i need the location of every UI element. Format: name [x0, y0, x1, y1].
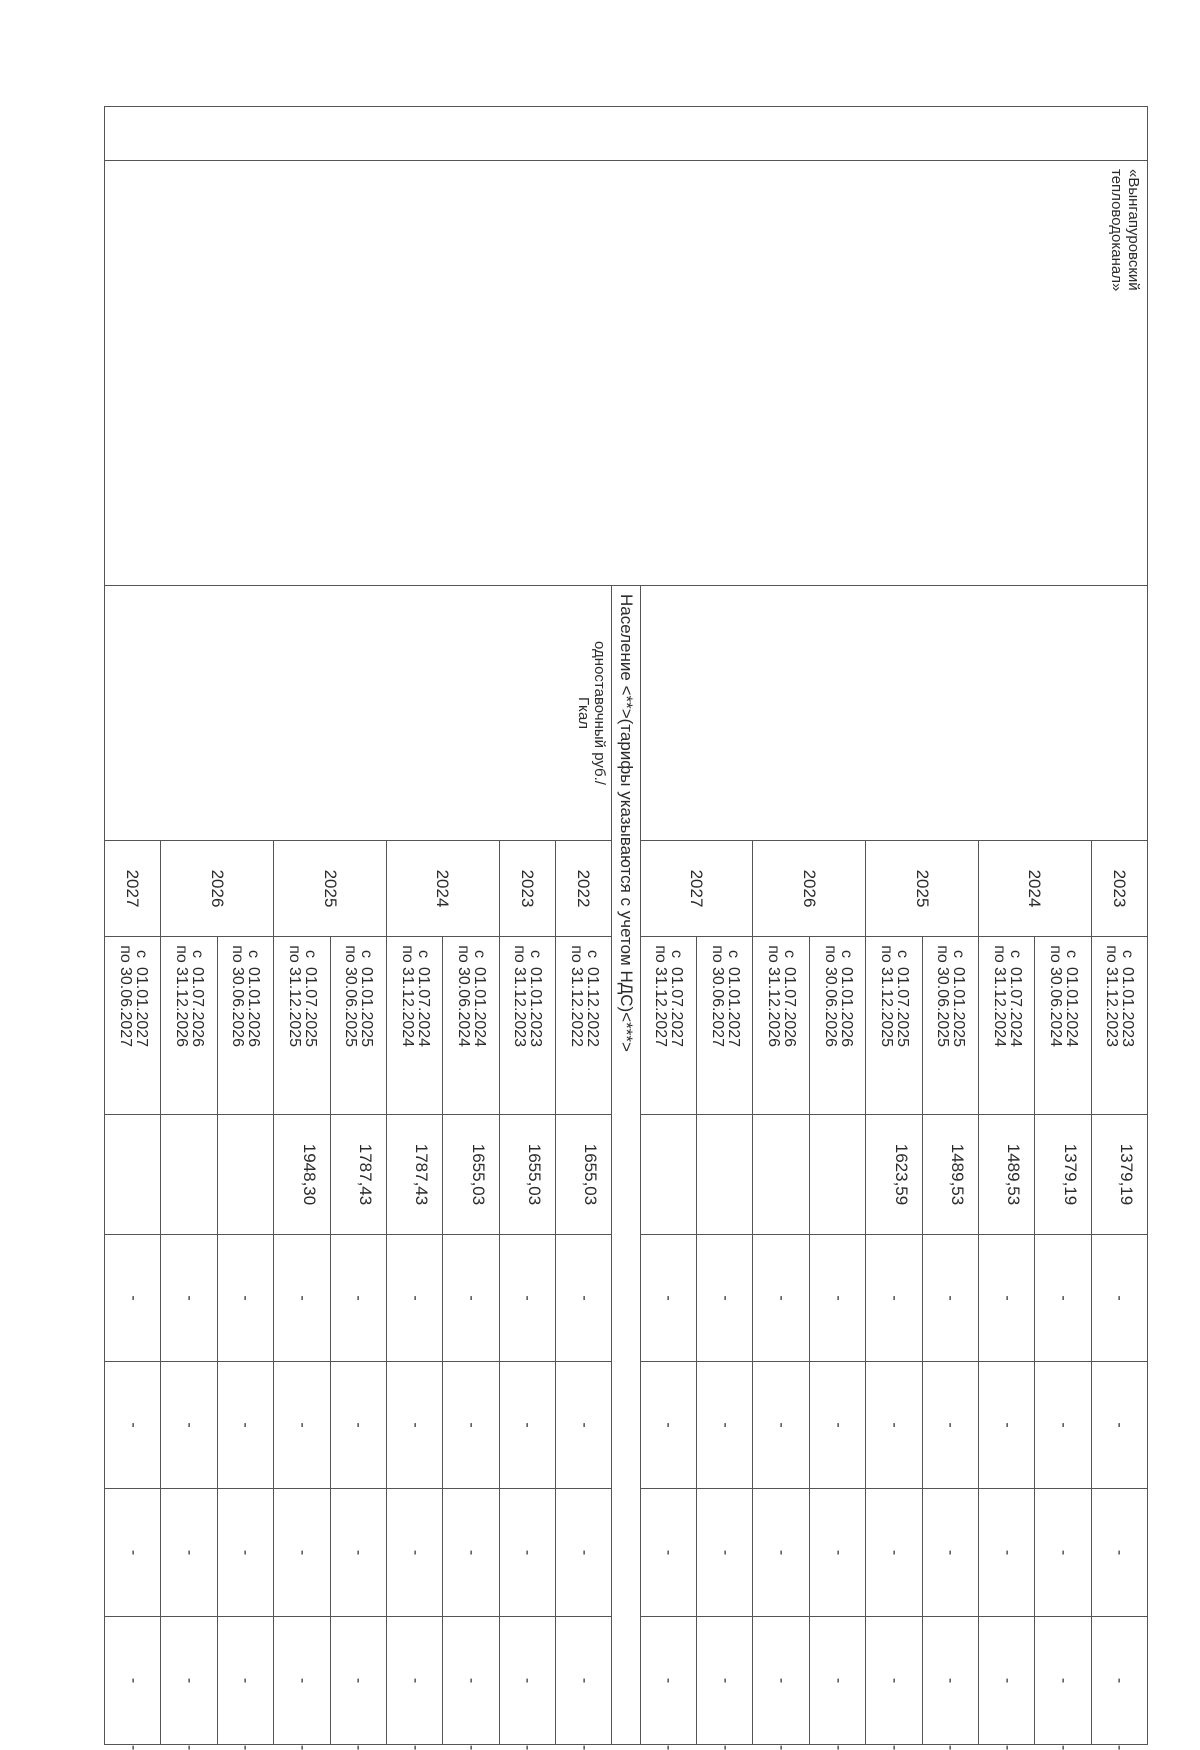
period-to-date: 31.12.2025	[285, 967, 303, 1048]
period-to-date: 31.12.2024	[398, 967, 416, 1048]
period-to-date: 31.12.2023	[1103, 967, 1121, 1048]
period-from-prefix: с	[1119, 950, 1137, 958]
period-to	[822, 941, 838, 1114]
period-cell	[640, 937, 696, 1115]
period-from-prefix: с	[837, 950, 855, 958]
period-to	[229, 941, 245, 1114]
dash-cell: -	[866, 1617, 922, 1745]
period-from-prefix: с	[358, 950, 376, 958]
period-from-prefix: с	[245, 950, 263, 958]
tariff-value-cell	[697, 1115, 753, 1235]
period-from	[1119, 941, 1135, 1114]
table-row: «Вынгапуровский тепловодоканал» 2023 с01.01.2023 по31.12.2023 1379,19 - - - - -	[1091, 107, 1147, 1745]
period-from-prefix: с	[893, 950, 911, 958]
dash-cell: -	[922, 1617, 978, 1745]
period-cell	[1091, 937, 1147, 1115]
period-from-prefix: с	[1062, 950, 1080, 958]
period-cell	[555, 937, 611, 1115]
period-cell	[161, 937, 217, 1115]
dash-cell: -	[866, 1489, 922, 1617]
period-from	[838, 941, 854, 1114]
tariff-table	[104, 106, 1148, 1750]
period-cell	[386, 937, 442, 1115]
period-from	[781, 941, 797, 1114]
tariff-value-cell: 1623,59	[866, 1115, 922, 1235]
dash-cell: -	[386, 1235, 442, 1362]
period-from	[527, 941, 543, 1114]
period-from	[245, 941, 261, 1114]
period-to-prefix: по	[567, 945, 585, 963]
tariff-value-cell: 1379,19	[1035, 1115, 1091, 1235]
period-from	[894, 941, 910, 1114]
table-row: с01.07.2026 по31.12.2026 - - - - -	[161, 107, 217, 1745]
period-cell	[922, 937, 978, 1115]
period-from	[189, 941, 205, 1114]
dash-cell: -	[330, 1235, 386, 1362]
table-row: с01.07.2025 по31.12.2025 1623,59 - - - - -	[866, 107, 922, 1745]
tariff-value-cell	[217, 1115, 273, 1235]
period-from-date: 01.01.2023	[527, 967, 545, 1048]
period-to	[1103, 941, 1119, 1114]
period-to-prefix: по	[1046, 945, 1064, 963]
dash-cell: -	[274, 1235, 330, 1362]
dash-cell: -	[274, 1617, 330, 1745]
period-to	[568, 941, 584, 1114]
period-to	[934, 941, 950, 1114]
dash-cell: -	[1035, 1617, 1091, 1745]
blank-column-cell	[105, 107, 1148, 161]
table-row: с01.07.2025 по31.12.2025 1948,30 - - - - -	[274, 107, 330, 1745]
table-row: с01.07.2024 по31.12.2024 1489,53 - - - - -	[978, 107, 1034, 1745]
period-from-date: 01.07.2025	[301, 967, 319, 1048]
period-to	[878, 941, 894, 1114]
period-to-prefix: по	[652, 945, 670, 963]
dash-cell: -	[105, 1617, 161, 1745]
period-from-date: 01.01.2027	[132, 967, 150, 1048]
period-from-date: 01.07.2027	[668, 967, 686, 1048]
period-to-date: 31.12.2024	[990, 967, 1008, 1048]
period-to-prefix: по	[116, 945, 134, 963]
period-from-prefix: с	[527, 950, 545, 958]
dash-cell: -	[105, 1235, 161, 1362]
period-to-date: 31.12.2026	[173, 967, 191, 1048]
dash-cell: -	[640, 1235, 696, 1362]
tariff-value-cell: 1655,03	[499, 1115, 555, 1235]
table-row: 2024 с01.01.2024 по30.06.2024 1655,03 - - - - -	[443, 107, 499, 1745]
dash-cell: -	[499, 1235, 555, 1362]
period-cell	[1035, 937, 1091, 1115]
period-from	[471, 941, 487, 1114]
dash-cell: -	[697, 1489, 753, 1617]
period-to	[286, 941, 302, 1114]
dash-cell: -	[866, 1235, 922, 1362]
period-to-date: 30.06.2026	[821, 967, 839, 1048]
period-from-prefix: с	[950, 950, 968, 958]
dash-cell: -	[978, 1235, 1034, 1362]
period-from	[1063, 941, 1079, 1114]
period-to	[765, 941, 781, 1114]
dash-cell: -	[217, 1235, 273, 1362]
period-from-prefix: с	[132, 950, 150, 958]
year-cell: 2024	[978, 841, 1091, 937]
dash-cell: -	[640, 1489, 696, 1617]
dash-cell: -	[443, 1235, 499, 1362]
period-to-prefix: по	[511, 945, 529, 963]
table-row: с01.07.2026 по31.12.2026 - - - - -	[753, 107, 809, 1745]
period-to	[173, 941, 189, 1114]
dash-cell: -	[809, 1362, 865, 1489]
dash-cell: -	[161, 1489, 217, 1617]
organization-cell	[105, 161, 1148, 586]
period-from-date: 01.07.2024	[1006, 967, 1024, 1048]
period-from-date: 01.01.2023	[1119, 967, 1137, 1048]
period-from-date: 01.07.2026	[781, 967, 799, 1048]
period-from-date: 01.12.2022	[583, 967, 601, 1048]
period-to-prefix: по	[229, 945, 247, 963]
period-to-date: 30.06.2027	[116, 967, 134, 1048]
dash-cell: -	[443, 1617, 499, 1745]
tariff-value-cell: 1655,03	[555, 1115, 611, 1235]
dash-cell: -	[809, 1489, 865, 1617]
table-row: 2026 с01.01.2026 по30.06.2026 - - - - -	[809, 107, 865, 1745]
period-from	[1007, 941, 1023, 1114]
period-cell	[443, 937, 499, 1115]
table-row: 2023 с01.01.2023 по31.12.2023 1655,03 - - - - -	[499, 107, 555, 1745]
period-from-date: 01.01.2025	[358, 967, 376, 1048]
period-from-prefix: с	[414, 950, 432, 958]
dash-cell: -	[386, 1489, 442, 1617]
period-from-date: 01.07.2026	[189, 967, 207, 1048]
dash-cell: -	[274, 1489, 330, 1617]
period-to-prefix: по	[765, 945, 783, 963]
tariff-value-cell: 1489,53	[978, 1115, 1034, 1235]
dash-cell: -	[978, 1617, 1034, 1745]
dash-cell: -	[1091, 1235, 1147, 1362]
dash-cell: -	[443, 1489, 499, 1617]
period-to	[342, 941, 358, 1114]
period-from-prefix: с	[668, 950, 686, 958]
period-from	[415, 941, 431, 1114]
period-from-prefix: с	[781, 950, 799, 958]
period-to-date: 31.12.2027	[652, 967, 670, 1048]
section-header: Население <**>(тарифы указываются с учетом НДС)<***>	[612, 586, 640, 1745]
tariff-unit-cell	[105, 586, 612, 841]
period-to-prefix: по	[990, 945, 1008, 963]
tariff-unit-label: одноставочный руб./Гкал	[574, 641, 609, 785]
tariff-value-cell: 1948,30	[274, 1115, 330, 1235]
dash-cell: -	[386, 1362, 442, 1489]
period-to-date: 30.06.2027	[708, 967, 726, 1048]
period-from-date: 01.01.2024	[470, 967, 488, 1048]
table-row: 2025 с01.01.2025 по30.06.2025 1787,43 - - - - -	[330, 107, 386, 1745]
period-from	[950, 941, 966, 1114]
dash-cell: -	[1035, 1362, 1091, 1489]
table-row: с01.07.2024 по31.12.2024 1787,43 - - - - -	[386, 107, 442, 1745]
dash-cell: -	[217, 1362, 273, 1489]
dash-cell: -	[978, 1489, 1034, 1617]
dash-cell: -	[753, 1617, 809, 1745]
dash-cell: -	[866, 1362, 922, 1489]
period-to-date: 30.06.2024	[454, 967, 472, 1048]
tariff-value-cell	[161, 1115, 217, 1235]
dash-cell: -	[330, 1489, 386, 1617]
year-cell: 2027	[105, 841, 161, 937]
table-row: 2027 с01.01.2027 по30.06.2027 - - - - -	[697, 107, 753, 1745]
table-row: одноставочный руб./Гкал 2022 с01.12.2022 по31.12.2022 1655,03 - - - - -	[555, 107, 611, 1745]
period-to-date: 30.06.2025	[342, 967, 360, 1048]
period-from-prefix: с	[1006, 950, 1024, 958]
dash-cell: -	[1035, 1235, 1091, 1362]
period-from-date: 01.01.2024	[1062, 967, 1080, 1048]
tariff-value-cell: 1379,19	[1091, 1115, 1147, 1235]
period-from-prefix: с	[470, 950, 488, 958]
table-row: 2027 с01.01.2027 по30.06.2027 - - - - -	[105, 107, 161, 1745]
period-to	[399, 941, 415, 1114]
period-from	[725, 941, 741, 1114]
dash-cell: -	[443, 1362, 499, 1489]
tariff-value-cell	[640, 1115, 696, 1235]
period-cell	[753, 937, 809, 1115]
organization-name: «Вынгапуровский тепловодоканал»	[1108, 169, 1142, 292]
period-to-prefix: по	[1103, 945, 1121, 963]
table-row: с01.07.2027 по31.12.2027 - - - - -	[640, 107, 696, 1745]
dash-cell: -	[217, 1617, 273, 1745]
period-from	[584, 941, 600, 1114]
table-row: 2026 с01.01.2026 по30.06.2026 - - - - -	[217, 107, 273, 1745]
period-to-prefix: по	[342, 945, 360, 963]
year-cell: 2023	[499, 841, 555, 937]
dash-cell: -	[555, 1617, 611, 1745]
year-cell: 2026	[161, 841, 274, 937]
period-to-date: 31.12.2026	[765, 967, 783, 1048]
period-to	[652, 941, 668, 1114]
tariff-value-cell: 1787,43	[330, 1115, 386, 1235]
dash-cell: -	[1035, 1489, 1091, 1617]
period-to-prefix: по	[821, 945, 839, 963]
dash-cell: -	[499, 1489, 555, 1617]
dash-cell: -	[161, 1235, 217, 1362]
dash-cell: -	[697, 1617, 753, 1745]
dash-cell: -	[555, 1362, 611, 1489]
dash-cell: -	[640, 1617, 696, 1745]
period-to-prefix: по	[454, 945, 472, 963]
period-to-date: 31.12.2022	[567, 967, 585, 1048]
dash-cell: -	[753, 1235, 809, 1362]
dash-cell: -	[330, 1617, 386, 1745]
period-from-date: 01.07.2025	[893, 967, 911, 1048]
unit-cell-empty	[640, 586, 1147, 841]
year-cell: 2023	[1091, 841, 1147, 937]
period-from-date: 01.01.2026	[837, 967, 855, 1048]
period-to-date: 30.06.2025	[934, 967, 952, 1048]
dash-cell: -	[640, 1362, 696, 1489]
tariff-value-cell	[809, 1115, 865, 1235]
dash-cell: -	[386, 1617, 442, 1745]
period-cell	[274, 937, 330, 1115]
dash-cell: -	[697, 1362, 753, 1489]
period-from-prefix: с	[724, 950, 742, 958]
period-to	[511, 941, 527, 1114]
period-to	[455, 941, 471, 1114]
dash-cell: -	[753, 1362, 809, 1489]
dash-cell: -	[753, 1489, 809, 1617]
dash-cell: -	[330, 1362, 386, 1489]
period-to-prefix: по	[398, 945, 416, 963]
period-from	[668, 941, 684, 1114]
table-row: 2024 с01.01.2024 по30.06.2024 1379,19 - - - - -	[1035, 107, 1091, 1745]
period-to-prefix: по	[934, 945, 952, 963]
period-from-prefix: с	[583, 950, 601, 958]
dash-cell: -	[274, 1362, 330, 1489]
dash-cell: -	[697, 1235, 753, 1362]
period-from-date: 01.01.2025	[950, 967, 968, 1048]
period-to-date: 30.06.2024	[1046, 967, 1064, 1048]
table-row: 2025 с01.01.2025 по30.06.2025 1489,53 - - - - -	[922, 107, 978, 1745]
period-cell	[105, 937, 161, 1115]
period-cell	[978, 937, 1034, 1115]
period-from-date: 01.01.2026	[245, 967, 263, 1048]
period-cell	[866, 937, 922, 1115]
period-from-prefix: с	[189, 950, 207, 958]
period-to	[1047, 941, 1063, 1114]
period-to-prefix: по	[285, 945, 303, 963]
tariff-value-cell: 1787,43	[386, 1115, 442, 1235]
period-from	[302, 941, 318, 1114]
tariff-value-cell: 1489,53	[922, 1115, 978, 1235]
period-cell	[499, 937, 555, 1115]
year-cell: 2027	[640, 841, 753, 937]
period-from-date: 01.07.2024	[414, 967, 432, 1048]
year-cell: 2025	[866, 841, 979, 937]
dash-cell: -	[1091, 1362, 1147, 1489]
rotated-tariff-table-container	[104, 106, 1148, 1750]
dash-cell: -	[105, 1489, 161, 1617]
year-cell: 2024	[386, 841, 499, 937]
dash-cell: -	[499, 1617, 555, 1745]
dash-cell: -	[105, 1362, 161, 1489]
period-from	[133, 941, 149, 1114]
tariff-value-cell	[105, 1115, 161, 1235]
dash-cell: -	[555, 1235, 611, 1362]
period-from-date: 01.01.2027	[724, 967, 742, 1048]
year-cell: 2022	[555, 841, 611, 937]
tariff-table-body	[105, 107, 1148, 1750]
dash-cell: -	[922, 1362, 978, 1489]
year-cell: 2026	[753, 841, 866, 937]
period-from-prefix: с	[301, 950, 319, 958]
dash-cell: -	[922, 1489, 978, 1617]
period-to	[117, 941, 133, 1114]
period-to-prefix: по	[708, 945, 726, 963]
period-cell	[217, 937, 273, 1115]
dash-cell: -	[809, 1235, 865, 1362]
period-to	[709, 941, 725, 1114]
period-to-date: 31.12.2023	[511, 967, 529, 1048]
period-to	[991, 941, 1007, 1114]
period-from	[358, 941, 374, 1114]
period-cell	[697, 937, 753, 1115]
period-to-prefix: по	[173, 945, 191, 963]
period-to-date: 31.12.2025	[877, 967, 895, 1048]
period-to-date: 30.06.2026	[229, 967, 247, 1048]
dash-cell: -	[809, 1617, 865, 1745]
tariff-value-cell: 1655,03	[443, 1115, 499, 1235]
dash-cell: -	[161, 1362, 217, 1489]
dash-cell: -	[922, 1235, 978, 1362]
dash-cell: -	[499, 1362, 555, 1489]
period-cell	[809, 937, 865, 1115]
dash-cell: -	[217, 1489, 273, 1617]
year-cell: 2025	[274, 841, 387, 937]
dash-cell: -	[555, 1489, 611, 1617]
dash-cell: -	[978, 1362, 1034, 1489]
period-to-prefix: по	[877, 945, 895, 963]
dash-cell: -	[1091, 1617, 1147, 1745]
period-cell	[330, 937, 386, 1115]
dash-cell: -	[1091, 1489, 1147, 1617]
dash-cell: -	[161, 1617, 217, 1745]
tariff-value-cell	[753, 1115, 809, 1235]
